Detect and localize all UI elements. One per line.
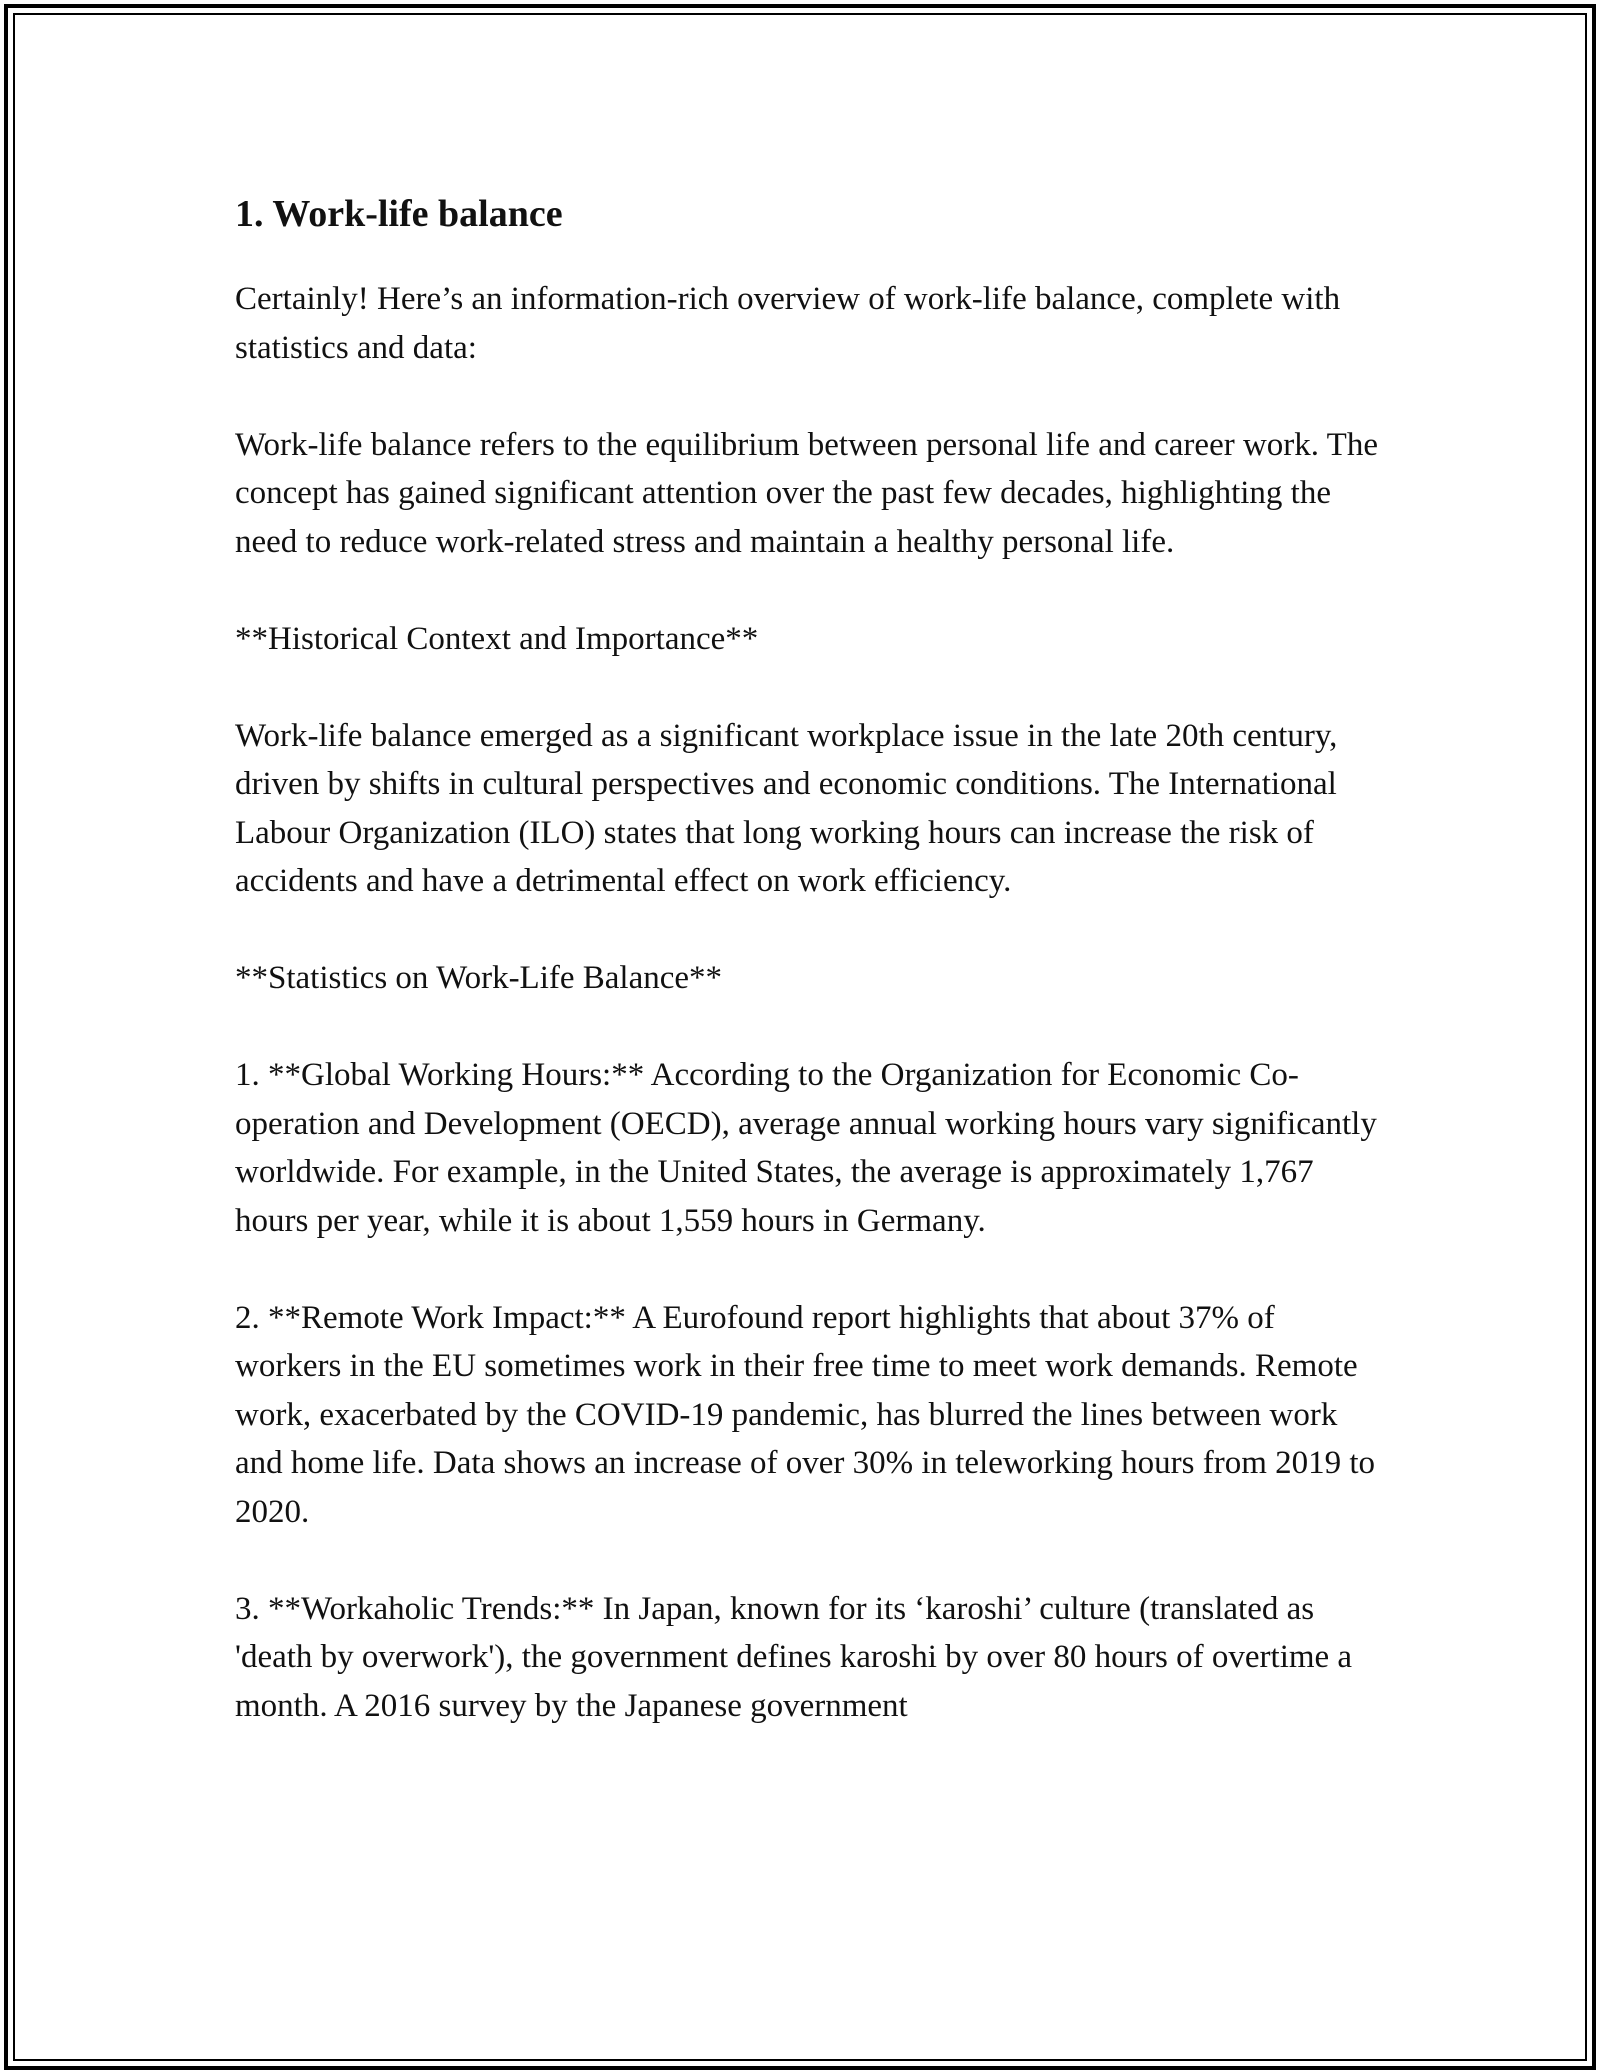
list-item-workaholic: 3. **Workaholic Trends:** In Japan, known for its ‘karoshi’ culture (translated as 'death by overwork'), the government defines karoshi by over 80 hours of overtime a month. A 2016 survey by the Japanese government bbox=[235, 1590, 1353, 1724]
section-heading-historical: **Historical Context and Importance** bbox=[235, 620, 759, 657]
document-body bbox=[235, 185, 1385, 1779]
paragraph-historical: Work-life balance emerged as a significant workplace issue in the late 20th century, driven by shifts in cultural perspectives and economic conditions. The International Labour Organization (ILO) states that long working hours can increase the risk of accidents and have a detrimental effect on work efficiency. bbox=[235, 717, 1338, 899]
section-heading-statistics: **Statistics on Work-Life Balance** bbox=[235, 960, 723, 996]
list-item-remote-work: 2. **Remote Work Impact:** A Eurofound report highlights that about 37% of workers in the EU sometimes work in their free time to meet work demands. Remote work, exacerbated by the COVID-19 pandemic, has blurred the lines between work and home life. Data shows an increase of over 30% in teleworking hours from 2019 to 2020. bbox=[235, 1299, 1376, 1530]
list-item-working-hours: 1. **Global Working Hours:** According to the Organization for Economic Co-operation and Development (OECD), average annual working hours vary significantly worldwide. For example, in the United States, the average is approximately 1,767 hours per year, while it is about 1,559 hours in Germany. bbox=[235, 1057, 1377, 1239]
paragraph-intro: Certainly! Here’s an information-rich overview of work-life balance, complete with statistics and data: bbox=[235, 281, 1341, 366]
paragraph-definition: Work-life balance refers to the equilibrium between personal life and career work. The concept has gained significant attention over the past few decades, highlighting the need to reduce work-related stress and maintain a healthy personal life. bbox=[235, 426, 1378, 560]
document-title: 1. Work-life balance bbox=[235, 193, 563, 235]
